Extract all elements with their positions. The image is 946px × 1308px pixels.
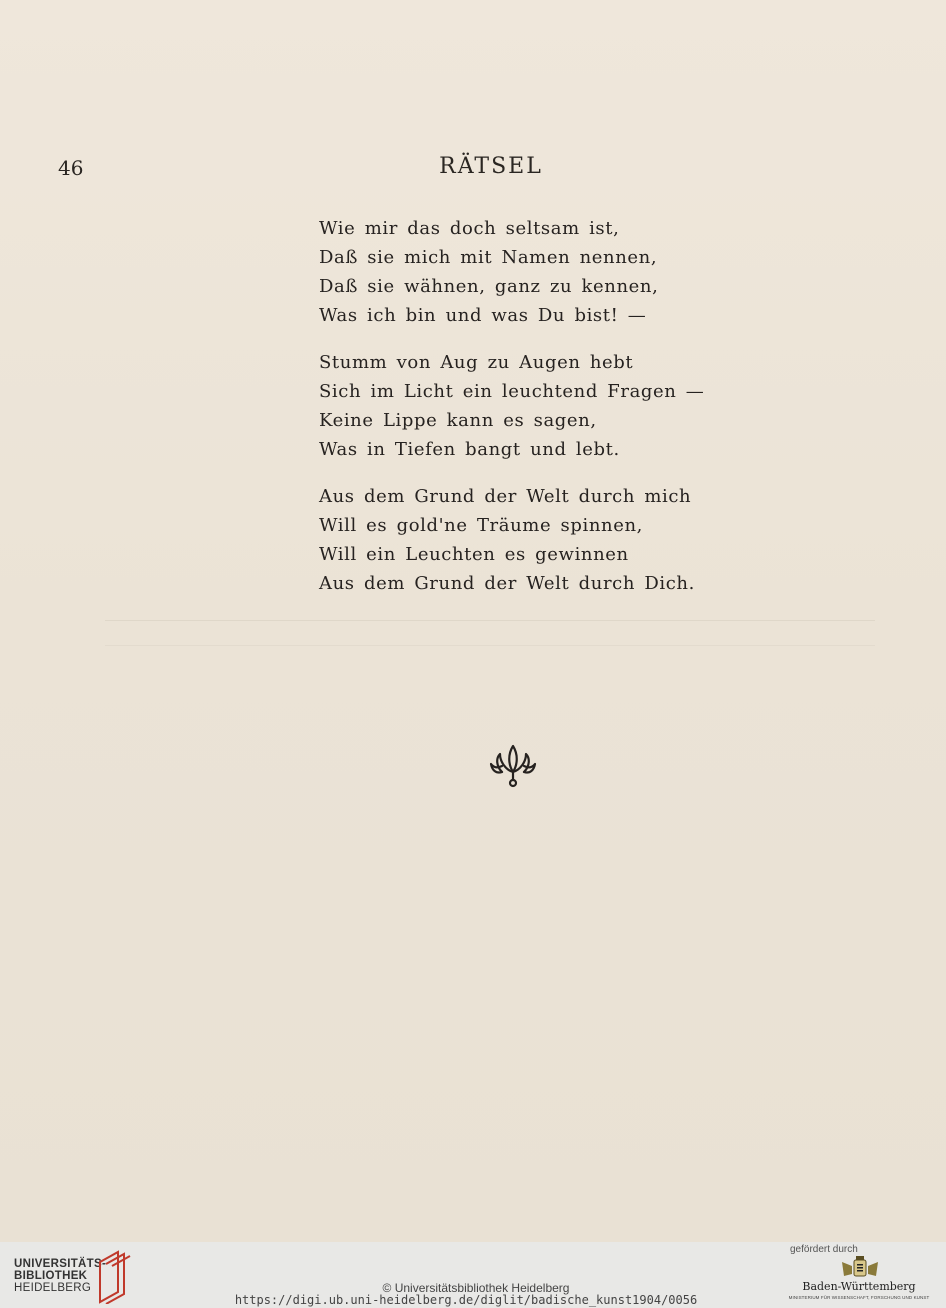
- poem-line: Will ein Leuchten es gewinnen: [319, 544, 629, 565]
- funder-name: Baden-Württemberg: [802, 1280, 916, 1293]
- page-number: 46: [58, 156, 84, 180]
- bleed-through-shadow: [105, 620, 875, 646]
- poem-line: Was in Tiefen bangt und lebt.: [319, 439, 620, 460]
- poem-line: Will es gold'ne Träume spinnen,: [319, 515, 643, 536]
- library-name-line1: UNIVERSITÄTS-: [14, 1258, 107, 1270]
- poem-line: Was ich bin und was Du bist! —: [319, 305, 647, 326]
- stanza-1: [319, 214, 704, 330]
- stanza-2: [319, 348, 704, 464]
- copyright-notice: © Universitätsbibliothek Heidelberg: [382, 1281, 570, 1295]
- library-name-line2: BIBLIOTHEK: [14, 1270, 88, 1282]
- poem-line: Daß sie mich mit Namen nennen,: [319, 247, 658, 268]
- poem-title: RÄTSEL: [439, 154, 543, 179]
- stanza-3: [319, 482, 704, 598]
- poem-line: Sich im Licht ein leuchtend Fragen —: [319, 381, 705, 402]
- tulip-ornament-icon: [488, 742, 538, 788]
- poem-line: Stumm von Aug zu Augen hebt: [319, 352, 634, 373]
- funder-ministry: MINISTERIUM FÜR WISSENSCHAFT, FORSCHUNG UND KUNST: [788, 1295, 930, 1300]
- poem-line: Keine Lippe kann es sagen,: [319, 410, 597, 431]
- poem-line: Daß sie wähnen, ganz zu kennen,: [319, 276, 659, 297]
- funded-by-label: gefördert durch: [790, 1244, 858, 1255]
- poem-line: Aus dem Grund der Welt durch mich: [319, 486, 692, 507]
- footer-bar: [0, 1242, 946, 1308]
- baden-wuerttemberg-crest-icon: [838, 1256, 882, 1280]
- poem-body: [319, 214, 704, 616]
- library-name-line3: HEIDELBERG: [14, 1282, 92, 1294]
- poem-line: Aus dem Grund der Welt durch Dich.: [319, 573, 695, 594]
- poem-line: Wie mir das doch seltsam ist,: [319, 218, 620, 239]
- permalink-url[interactable]: https://digi.ub.uni-heidelberg.de/diglit/badische_kunst1904/0056: [234, 1293, 698, 1307]
